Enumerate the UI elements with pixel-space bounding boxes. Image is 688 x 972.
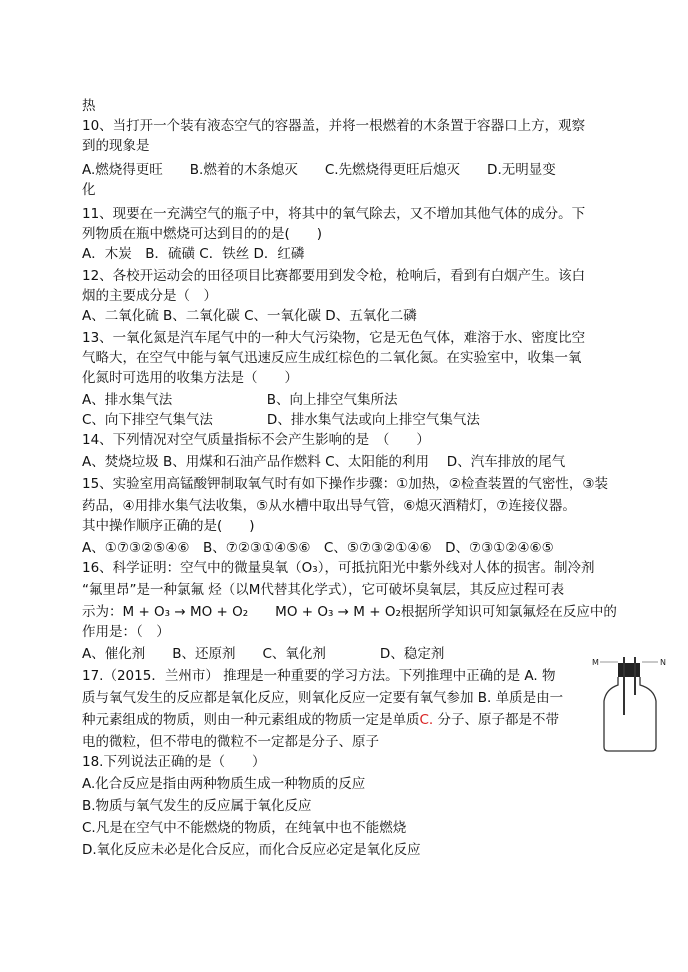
- text-line: 化氮时可选用的收集方法是（ ）: [82, 370, 298, 386]
- text-line: 列物质在瓶中燃烧可达到目的的是( ): [82, 226, 323, 242]
- question-12-options: A、二氧化硫 B、二氧化碳 C、一氧化碳 D、五氧化二磷: [82, 308, 417, 324]
- text-line: 烟的主要成分是（ ）: [82, 288, 217, 304]
- option-c: C.凡是在空气中不能燃烧的物质，在纯氧中也不能燃烧: [82, 820, 407, 836]
- text-line: 其中操作顺序正确的是( ): [82, 518, 255, 534]
- question-17-stem: 17.（2015．兰州市） 推理是一种重要的学习方法。下列推理中正确的是 A. 物: [82, 668, 556, 684]
- text-line: 气略大，在空气中能与氧气迅速反应生成红棕色的二氧化氮。在实验室中，收集一氧: [82, 350, 582, 366]
- bottle-outline: [604, 677, 656, 751]
- text-line: 化: [82, 182, 96, 198]
- text-line: 药品，④用排水集气法收集，⑤从水槽中取出导气管，⑥熄灭酒精灯，⑦连接仪器。: [82, 498, 576, 514]
- question-13-options-cd: C、向下排空气集气法 D、排水集气法或向上排空气集气法: [82, 412, 480, 428]
- text-segment: 种元素组成的物质，则由一种元素组成的物质一定是单质: [82, 712, 420, 728]
- text-segment: 分子、原子都是不带: [433, 712, 560, 728]
- text-line: [82, 710, 559, 730]
- option-b: B.物质与氧气发生的反应属于氧化反应: [82, 798, 312, 814]
- question-13-stem: 13、一氧化氮是汽车尾气中的一种大气污染物，它是无色气体，难溶于水、密度比空: [82, 330, 586, 346]
- question-14-options: A、焚烧垃圾 B、用煤和石油产品作燃料 C、太阳能的利用 D、汽车排放的尾气: [82, 454, 566, 470]
- question-16-stem: 16、科学证明：空气中的微量臭氧（O₃），可抵抗阳光中紫外线对人体的损害。制冷剂: [82, 560, 595, 576]
- question-12-stem: 12、各校开运动会的田径项目比赛都要用到发令枪，枪响后，看到有白烟产生。该白: [82, 268, 586, 284]
- question-10-stem: 10、当打开一个装有液态空气的容器盖，并将一根燃着的木条置于容器口上方，观察: [82, 118, 586, 134]
- option-d: D.氧化反应未必是化合反应，而化合反应必定是氧化反应: [82, 842, 421, 858]
- question-14-stem: 14、下列情况对空气质量指标不会产生影响的是 （ ）: [82, 432, 430, 448]
- answer-mark: C.: [419, 712, 434, 728]
- text-line: 电的微粒，但不带电的微粒不一定都是分子、原子: [82, 734, 379, 750]
- label-m: M: [592, 658, 599, 667]
- text-line: 作用是：（ ）: [82, 624, 170, 640]
- question-11-stem: 11、现要在一充满空气的瓶子中，将其中的氧气除去，又不增加其他气体的成分。下: [82, 206, 586, 222]
- reaction-equations: 示为：M + O₃ → MO + O₂ MO + O₃ → M + O₂根据所学知识可知氯氟烃在反应中的: [82, 604, 617, 620]
- text-line: 质与氧气发生的反应都是氧化反应，则氧化反应一定要有氧气参加 B. 单质是由一: [82, 690, 564, 706]
- question-15-options: A、①⑦③②⑤④⑥ B、⑦②③①④⑤⑥ C、⑤⑦③②①④⑥ D、⑦③①②④⑥⑤: [82, 540, 554, 556]
- question-11-options: A．木炭 B．硫磺 C．铁丝 D．红磷: [82, 246, 305, 262]
- question-13-options-ab: A、排水集气法 B、向上排空气集所法: [82, 392, 398, 408]
- text-line: 热: [82, 98, 96, 114]
- question-15-stem: 15、实验室用高锰酸钾制取氧气时有如下操作步骤：①加热，②检查装置的气密性，③装: [82, 476, 608, 492]
- text-line: “氟里昂”是一种氯氟 烃（以M代替其化学式），它可破坏臭氧层，其反应过程可表: [82, 582, 565, 598]
- question-10-options: A.燃烧得更旺 B.燃着的木条熄灭 C.先燃烧得更旺后熄灭 D.无明显变: [82, 162, 556, 178]
- label-n: N: [660, 658, 666, 667]
- text-line: 到的现象是: [82, 138, 150, 154]
- question-18-stem: 18.下列说法正确的是（ ）: [82, 754, 266, 770]
- question-16-options: A、催化剂 B、还原剂 C、氧化剂 D、稳定剂: [82, 646, 445, 662]
- option-a: A.化合反应是指由两种物质生成一种物质的反应: [82, 776, 366, 792]
- stopper: [618, 663, 640, 677]
- gas-bottle-figure: [590, 655, 670, 755]
